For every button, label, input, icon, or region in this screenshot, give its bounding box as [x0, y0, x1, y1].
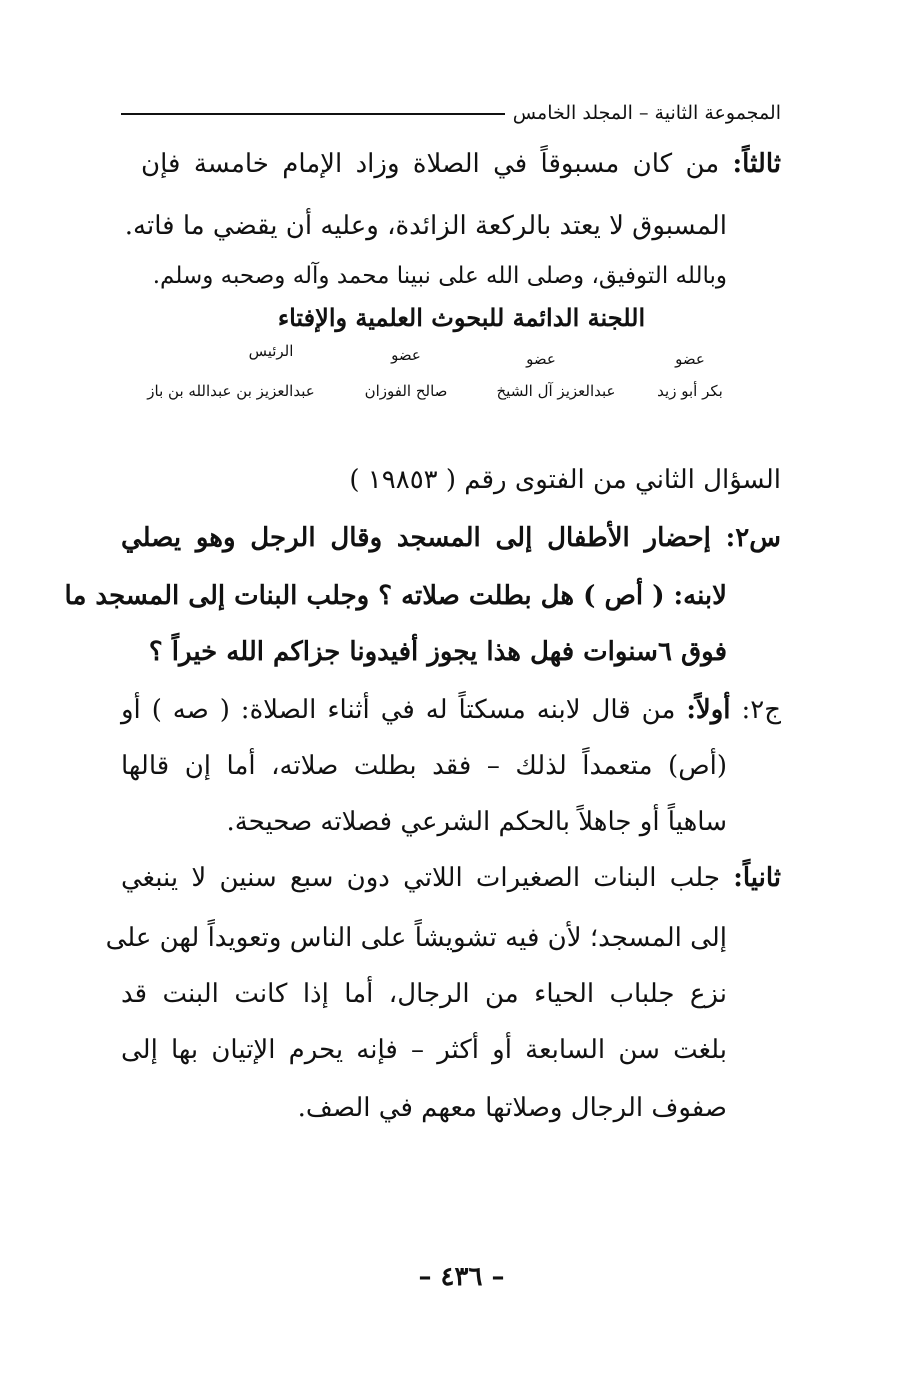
point1-text-1: من قال لابنه مسكتاً له في أثناء الصلاة: ( صه ) أو — [121, 695, 676, 725]
page-number: – ٤٣٦ – — [418, 1262, 505, 1292]
answer-line3: ساهياً أو جاهلاً بالحكم الشرعي فصلاته صحيحة. — [226, 807, 727, 837]
member-name: عبدالعزيز آل الشيخ — [496, 382, 616, 400]
answer-line5: إلى المسجد؛ لأن فيه تشويشاً على الناس وتعويداً لهن على — [105, 923, 727, 953]
point2-text-1: جلب البنات الصغيرات اللاتي دون سبع سنين لا ينبغي — [121, 863, 720, 893]
signature-chairman — [131, 342, 331, 400]
answer-label: ج٢: — [741, 695, 782, 725]
committee-name: اللجنة الدائمة للبحوث العلمية والإفتاء — [277, 303, 646, 332]
running-title: المجموعة الثانية – المجلد الخامس — [512, 102, 781, 124]
question-line2: لابنه: ( أص ) هل بطلت صلاته ؟ وجلب البنات إلى المسجد ما — [64, 581, 727, 611]
member-name: صالح الفوزان — [364, 382, 448, 400]
member-role: عضو — [391, 346, 421, 364]
answer-point3-line1 — [141, 144, 781, 184]
answer-line2: (أص) متعمداً لذلك – فقد بطلت صلاته، أما إن قالها — [121, 751, 727, 781]
signature-member-3 — [331, 346, 481, 400]
signature-member-2 — [471, 350, 641, 400]
member-role: الرئيس — [248, 342, 294, 360]
member-role: عضو — [675, 350, 705, 368]
point1-label: أولاً: — [686, 695, 731, 725]
closing-line: وبالله التوفيق، وصلى الله على نبينا محمد وآله وصحبه وسلم. — [152, 263, 727, 289]
answer-line4 — [121, 858, 781, 898]
member-name: بكر أبو زيد — [657, 382, 723, 400]
member-name: عبدالعزيز بن عبدالله بن باز — [147, 382, 315, 400]
question-text-1: إحضار الأطفال إلى المسجد وقال الرجل وهو يصلي — [121, 523, 711, 553]
member-role: عضو — [526, 350, 556, 368]
answer-line1 — [121, 690, 781, 730]
question-line1 — [121, 518, 781, 558]
answer-point3-line2: المسبوق لا يعتد بالركعة الزائدة، وعليه أن يقضي ما فاته. — [124, 211, 727, 241]
question-label: س٢: — [725, 523, 781, 553]
answer-line8: صفوف الرجال وصلاتها معهم في الصف. — [297, 1093, 727, 1123]
fatwa-reference: السؤال الثاني من الفتوى رقم ( ١٩٨٥٣ ) — [349, 465, 781, 495]
question-line3: فوق ٦سنوات فهل هذا يجوز أفيدونا جزاكم الله خيراً ؟ — [148, 637, 727, 667]
point2-label: ثانياً: — [733, 863, 781, 893]
point3-label: ثالثاً: — [732, 149, 781, 179]
header-rule — [121, 113, 505, 115]
running-header — [121, 98, 781, 128]
answer-line7: بلغت سن السابعة أو أكثر – فإنه يحرم الإتيان بها إلى — [121, 1035, 727, 1065]
point3-text-1: من كان مسبوقاً في الصلاة وزاد الإمام خامسة فإن — [141, 149, 720, 179]
answer-line6: نزع جلباب الحياء من الرجال، أما إذا كانت البنت قد — [121, 979, 727, 1009]
